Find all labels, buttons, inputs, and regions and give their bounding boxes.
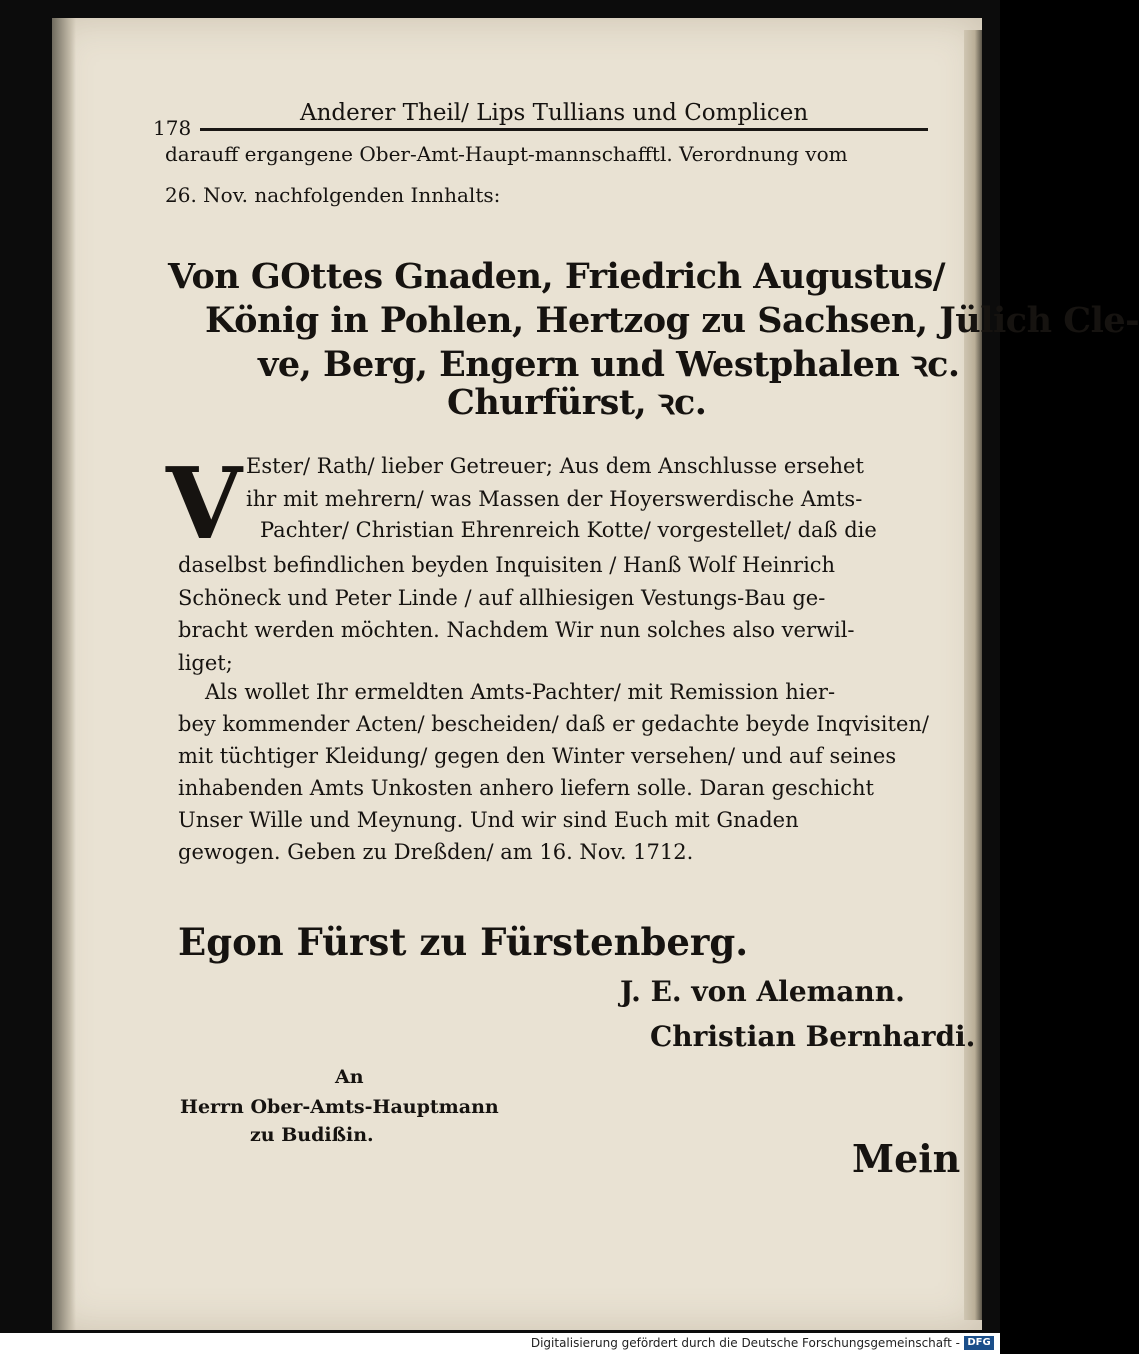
intro-line: darauff ergangene Ober-Amt-Haupt-mannschafftl. Verordnung vom xyxy=(165,142,848,166)
decree-title-line: König in Pohlen, Hertzog zu Sachsen, Jülich Cle- xyxy=(205,300,1139,341)
page-gutter xyxy=(52,18,76,1330)
footer-credit: Digitalisierung gefördert durch die Deutsche Forschungsgemeinschaft - xyxy=(530,1336,960,1350)
header-rule xyxy=(200,128,928,131)
dfg-logo-icon: DFG xyxy=(964,1336,994,1350)
drop-cap: V xyxy=(166,447,243,562)
decree-title-line: Von GOttes Gnaden, Friedrich Augustus/ xyxy=(168,256,946,297)
body-line: liget; xyxy=(178,651,233,675)
page-number: 178 xyxy=(153,116,192,140)
body-line: Unser Wille und Meynung. Und wir sind Euch mit Gnaden xyxy=(178,808,799,832)
body-line: bracht werden möchten. Nachdem Wir nun solches also verwil- xyxy=(178,618,855,642)
body-line: inhabenden Amts Unkosten anhero liefern solle. Daran geschicht xyxy=(178,776,874,800)
body-line: mit tüchtiger Kleidung/ gegen den Winter versehen/ und auf seines xyxy=(178,744,897,768)
page-edge xyxy=(964,30,982,1320)
decree-title-line: Churfürst, ꝛc. xyxy=(447,382,707,423)
running-title: Anderer Theil/ Lips Tullians und Complicen xyxy=(300,100,809,126)
signature-main: Egon Fürst zu Fürstenberg. xyxy=(178,920,749,964)
body-line: ihr mit mehrern/ was Massen der Hoyerswerdische Amts- xyxy=(246,487,863,511)
intro-line: 26. Nov. nachfolgenden Innhalts: xyxy=(165,183,501,207)
body-line: Schöneck und Peter Linde / auf allhiesigen Vestungs-Bau ge- xyxy=(178,586,826,610)
body-line: gewogen. Geben zu Dreßden/ am 16. Nov. 1712. xyxy=(178,840,694,864)
body-line: bey kommender Acten/ bescheiden/ daß er gedachte beyde Inqvisiten/ xyxy=(178,712,929,736)
body-line: Pachter/ Christian Ehrenreich Kotte/ vorgestellet/ daß die xyxy=(260,518,877,542)
signature-second: J. E. von Alemann. xyxy=(620,975,905,1008)
address-line: An xyxy=(335,1066,364,1088)
address-line: zu Budißin. xyxy=(250,1124,374,1146)
body-line: Ester/ Rath/ lieber Getreuer; Aus dem Anschlusse ersehet xyxy=(246,454,864,478)
decree-title-line: ve, Berg, Engern und Westphalen ꝛc. xyxy=(258,344,960,385)
body-line: Als wollet Ihr ermeldten Amts-Pachter/ mit Remission hier- xyxy=(205,680,836,704)
digitization-footer xyxy=(0,1333,1000,1354)
catchword: Mein xyxy=(852,1136,961,1181)
address-line: Herrn Ober-Amts-Hauptmann xyxy=(180,1096,499,1118)
signature-third: Christian Bernhardi. xyxy=(650,1020,976,1053)
body-line: daselbst befindlichen beyden Inquisiten / Hanß Wolf Heinrich xyxy=(178,553,836,577)
